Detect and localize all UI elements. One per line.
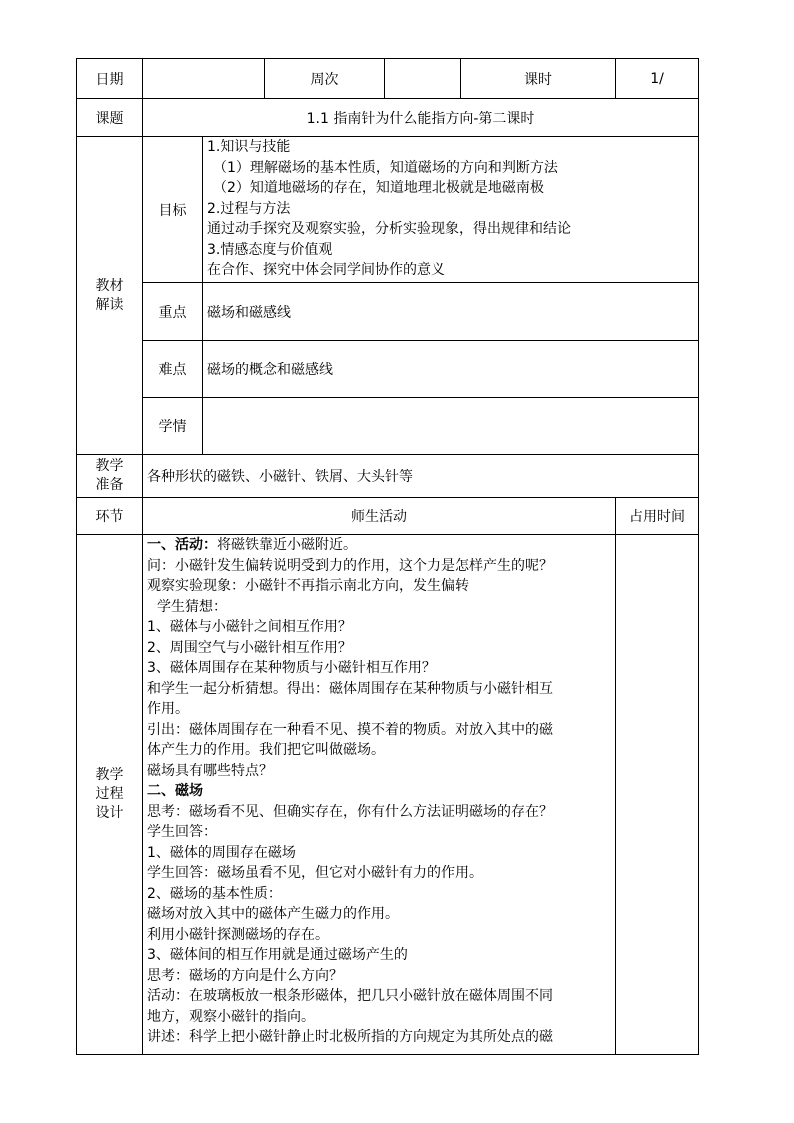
process-line-text: 将磁铁靠近小磁附近。 bbox=[217, 537, 357, 553]
topic-value: 1.1 指南针为什么能指方向-第二课时 bbox=[143, 99, 699, 137]
process-line bbox=[147, 802, 611, 823]
goal-line: （1）理解磁场的基本性质，知道磁场的方向和判断方法 bbox=[213, 159, 558, 176]
process-line-text: 利用小磁针探测磁场的存在。 bbox=[147, 926, 329, 943]
process-line bbox=[147, 720, 611, 741]
header-row bbox=[77, 59, 699, 99]
process-line bbox=[147, 576, 611, 597]
process-line bbox=[147, 986, 611, 1007]
lesson-plan-table bbox=[76, 58, 699, 1055]
process-line bbox=[147, 1027, 611, 1048]
process-line bbox=[147, 781, 611, 802]
process-line bbox=[147, 740, 611, 761]
process-line bbox=[147, 535, 611, 556]
process-content bbox=[143, 535, 616, 1055]
goal-line: 1.知识与技能 bbox=[207, 139, 291, 155]
process-line bbox=[147, 556, 611, 577]
process-line bbox=[147, 863, 611, 884]
process-line-text: 讲述：科学上把小磁针静止时北极所指的方向规定为其所处点的磁 bbox=[147, 1029, 553, 1045]
process-line-text: 作用。 bbox=[147, 701, 189, 717]
prep-label-line: 准备 bbox=[95, 477, 124, 493]
goal-line: 3.情感态度与价值观 bbox=[207, 241, 333, 258]
process-line bbox=[147, 638, 611, 659]
process-line bbox=[147, 761, 611, 782]
process-line-text: 1、磁体的周围存在磁场 bbox=[147, 844, 296, 861]
process-line-text: 1、磁体与小磁针之间相互作用？ bbox=[147, 619, 352, 635]
difficulty-value: 磁场的概念和磁感线 bbox=[203, 341, 699, 398]
date-value bbox=[143, 59, 265, 99]
process-line-text: 活动：在玻璃板放一根条形磁体，把几只小磁针放在磁体周围不同 bbox=[147, 988, 553, 1004]
process-header-row bbox=[77, 498, 699, 535]
process-line-text: 3、磁体间的相互作用就是通过磁场产生的 bbox=[147, 947, 408, 963]
process-line bbox=[147, 1007, 611, 1028]
prep-label-line: 教学 bbox=[95, 458, 124, 474]
textbook-label-line: 解读 bbox=[95, 296, 124, 313]
process-line bbox=[147, 617, 611, 638]
goal-line: 2.过程与方法 bbox=[207, 200, 291, 217]
key-point-label: 重点 bbox=[143, 283, 203, 341]
key-point-value: 磁场和磁感线 bbox=[203, 283, 699, 341]
process-label bbox=[77, 535, 143, 1055]
textbook-label-line: 教材 bbox=[95, 277, 124, 294]
period-value: 1/ bbox=[616, 59, 699, 99]
process-line bbox=[147, 658, 611, 679]
process-line bbox=[147, 699, 611, 720]
process-line-text: 学生回答： bbox=[147, 824, 217, 840]
time-label: 占用时间 bbox=[616, 498, 699, 535]
process-line-text: 体产生力的作用。我们把它叫做磁场。 bbox=[147, 742, 385, 758]
goal-line: 通过动手探究及观察实验，分析实验现象，得出规律和结论 bbox=[207, 221, 571, 237]
goals-label: 目标 bbox=[143, 137, 203, 283]
prep-row bbox=[77, 455, 699, 498]
process-label-line: 过程 bbox=[95, 786, 124, 802]
process-line-text: 2、磁场的基本性质： bbox=[147, 885, 282, 902]
process-line-text: 观察实验现象：小磁针不再指示南北方向，发生偏转 bbox=[147, 578, 469, 594]
goals-row bbox=[77, 137, 699, 283]
process-line bbox=[147, 597, 611, 618]
goal-line: 在合作、探究中体会同学间协作的意义 bbox=[207, 262, 445, 278]
process-line-text: 2、周围空气与小磁针相互作用？ bbox=[147, 639, 352, 656]
process-line bbox=[147, 925, 611, 946]
process-time-value bbox=[616, 535, 699, 1055]
process-line bbox=[147, 822, 611, 843]
process-line bbox=[147, 884, 611, 905]
process-line bbox=[147, 904, 611, 925]
process-label-line: 教学 bbox=[95, 767, 124, 783]
process-line-text: 思考：磁场的方向是什么方向？ bbox=[147, 967, 343, 984]
learner-row bbox=[77, 398, 699, 455]
textbook-label bbox=[77, 137, 143, 455]
week-label: 周次 bbox=[265, 59, 385, 99]
process-line-text: 思考：磁场看不见、但确实存在，你有什么方法证明磁场的存在？ bbox=[147, 803, 553, 820]
process-line-text: 学生回答：磁场虽看不见，但它对小磁针有力的作用。 bbox=[147, 865, 483, 881]
process-line bbox=[147, 966, 611, 987]
process-line-text: 3、磁体周围存在某种物质与小磁针相互作用？ bbox=[147, 660, 436, 676]
process-line-text: 学生猜想： bbox=[157, 598, 227, 615]
process-line bbox=[147, 843, 611, 864]
prep-label bbox=[77, 455, 143, 498]
process-line-text: 和学生一起分析猜想。得出：磁体周围存在某种物质与小磁针相互 bbox=[147, 680, 553, 697]
process-line-text: 磁场具有哪些特点？ bbox=[147, 762, 273, 779]
process-label-line: 设计 bbox=[95, 805, 124, 821]
difficulty-label: 难点 bbox=[143, 341, 203, 398]
process-line bbox=[147, 945, 611, 966]
process-line bbox=[147, 679, 611, 700]
period-label: 课时 bbox=[461, 59, 616, 99]
week-value bbox=[385, 59, 461, 99]
process-line-heading: 一、活动： bbox=[147, 537, 217, 553]
process-line-text: 地方，观察小磁针的指向。 bbox=[147, 1008, 315, 1025]
process-line-text: 引出：磁体周围存在一种看不见、摸不着的物质。对放入其中的磁 bbox=[147, 721, 553, 738]
activity-label: 师生活动 bbox=[143, 498, 616, 535]
process-line-text: 磁场对放入其中的磁体产生磁力的作用。 bbox=[147, 906, 399, 922]
goals-content bbox=[203, 137, 699, 283]
date-label: 日期 bbox=[77, 59, 143, 99]
goal-line: （2）知道地磁场的存在，知道地理北极就是地磁南极 bbox=[213, 180, 544, 196]
key-point-row bbox=[77, 283, 699, 341]
learner-label: 学情 bbox=[143, 398, 203, 455]
prep-value: 各种形状的磁铁、小磁针、铁屑、大头针等 bbox=[143, 455, 699, 498]
process-line-heading: 二、磁场 bbox=[147, 783, 203, 799]
topic-row bbox=[77, 99, 699, 137]
learner-value bbox=[203, 398, 699, 455]
stage-label: 环节 bbox=[77, 498, 143, 535]
process-line-text: 问：小磁针发生偏转说明受到力的作用，这个力是怎样产生的呢？ bbox=[147, 557, 553, 574]
process-row bbox=[77, 535, 699, 1055]
difficulty-row bbox=[77, 341, 699, 398]
topic-label: 课题 bbox=[77, 99, 143, 137]
